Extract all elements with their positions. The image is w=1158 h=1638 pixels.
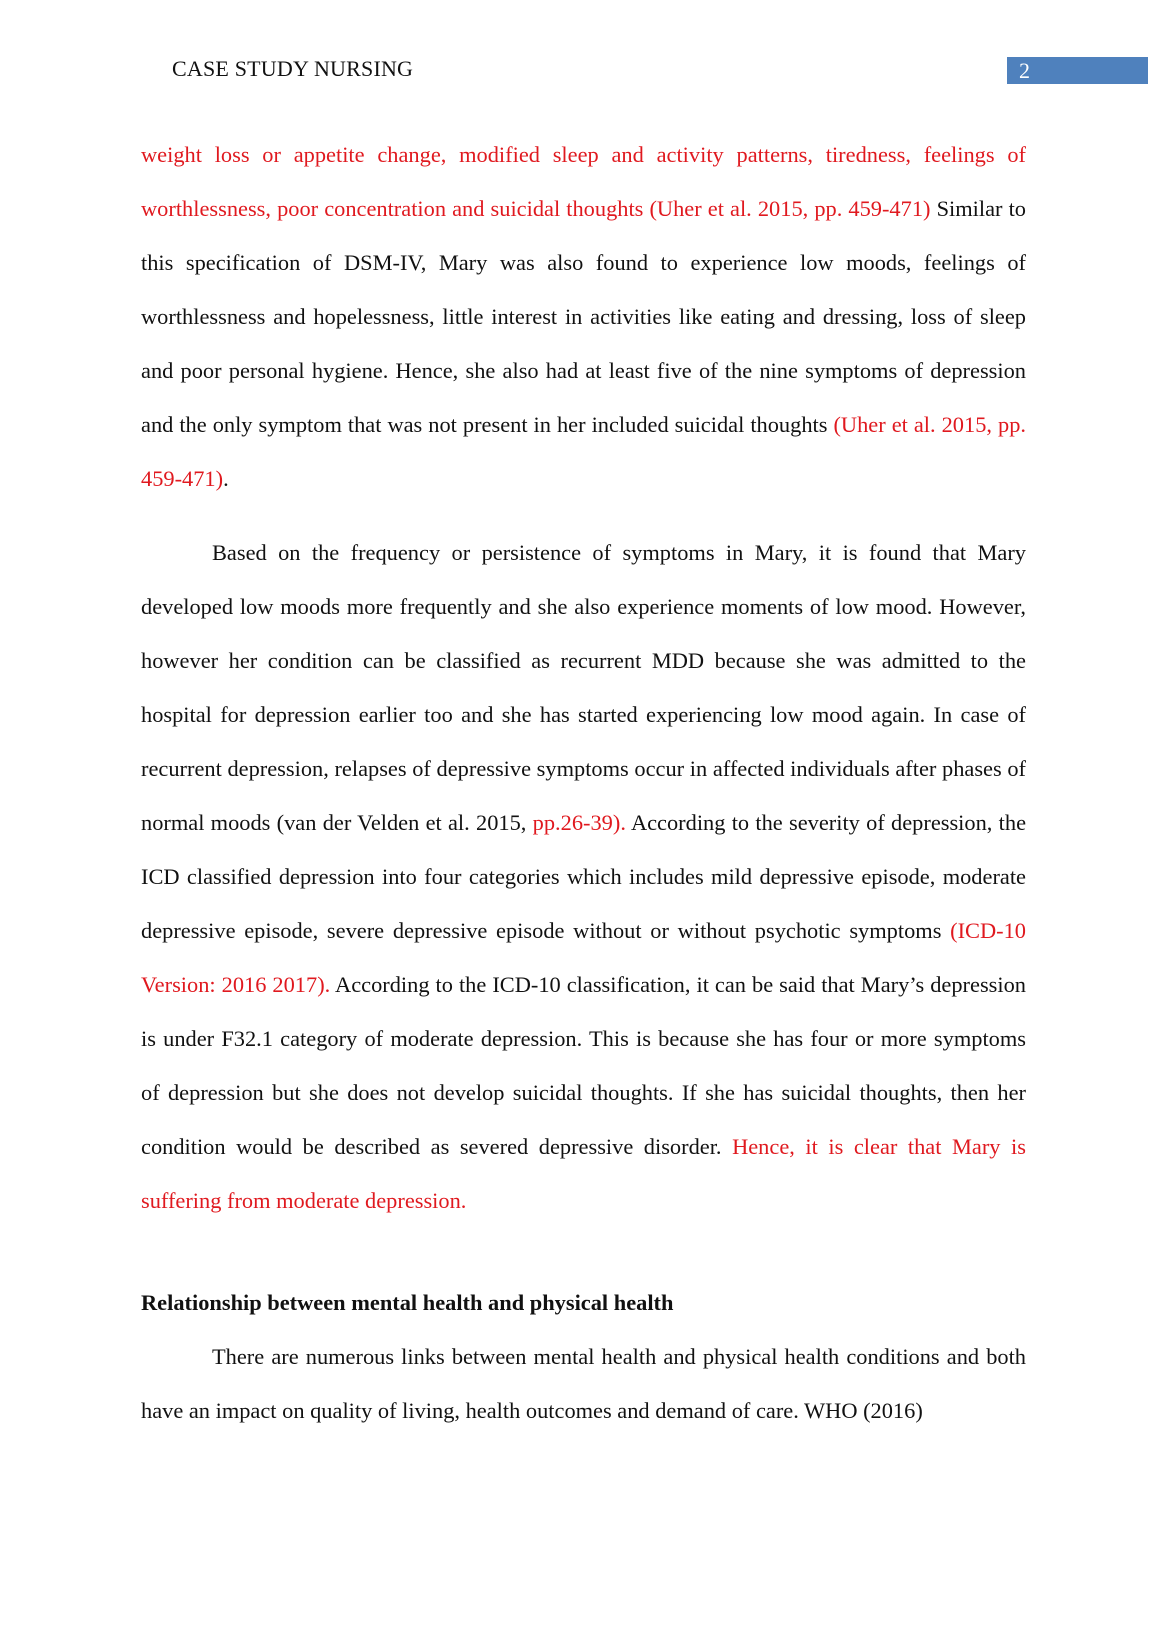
citation-van-der-velden: pp.26-39). [532,810,626,835]
paragraph-text: Similar to this specification of DSM-IV, Mary was also found to experience low moods, feelings of worthlessness and hopelessness, little interest in activities like eating and dressing, loss of sleep and poor personal hygiene. Hence, she also had at least five of the nine symptoms of depression and the only symptom that was not present in her included suicidal thoughts [141,196,1026,437]
paragraph-text: . [223,466,229,491]
paragraph-recurrent-mdd [141,526,1026,1228]
paragraph-text: There are numerous links between mental health and physical health conditions and both have an impact on quality of living, health outcomes and demand of care. WHO (2016) [141,1344,1026,1423]
citation-uher: (Uher et al. 2015, pp. 459-471) [141,412,1026,491]
section-spacer [141,1228,1026,1276]
citation-icd10: (ICD-10 Version: 2016 2017). [141,918,1026,997]
paragraph-dsm-symptoms [141,128,1026,506]
page-number-badge [1007,57,1148,84]
paragraph-mental-physical-links [141,1330,1026,1438]
section-heading: Relationship between mental health and physical health [141,1290,674,1315]
highlighted-conclusion: Hence, it is clear that Mary is suffering from moderate depression. [141,1134,1026,1213]
paragraph-text: According to the severity of depression, the ICD classified depression into four categories which includes mild depressive episode, moderate depressive episode, severe depressive episode without or without psychotic symptoms [141,810,1027,943]
document-body [141,128,1026,1438]
page-number: 2 [1019,58,1030,83]
paragraph-spacer [141,506,1026,526]
highlighted-text: weight loss or appetite change, modified sleep and activity patterns, tiredness, feelings of worthlessness, poor concentration and suicidal thoughts (Uher et al. 2015, pp. 459-471) [141,142,1026,221]
paragraph-text: Based on the frequency or persistence of symptoms in Mary, it is found that Mary developed low moods more frequently and she also experience moments of low mood. However, however her condition can be classified as recurrent MDD because she was admitted to the hospital for depression earlier too and she has started experiencing low mood again. In case of recurrent depression, relapses of depressive symptoms occur in affected individuals after phases of normal moods (van der Velden et al. 2015, [141,540,1026,835]
running-head-title: CASE STUDY NURSING [172,56,414,81]
paragraph-text: According to the ICD-10 classification, it can be said that Mary’s depression is under F32.1 category of moderate depression. This is because she has four or more symptoms of depression but she does not develop suicidal thoughts. If she has suicidal thoughts, then her condition would be described as severed depressive disorder. [141,972,1026,1159]
